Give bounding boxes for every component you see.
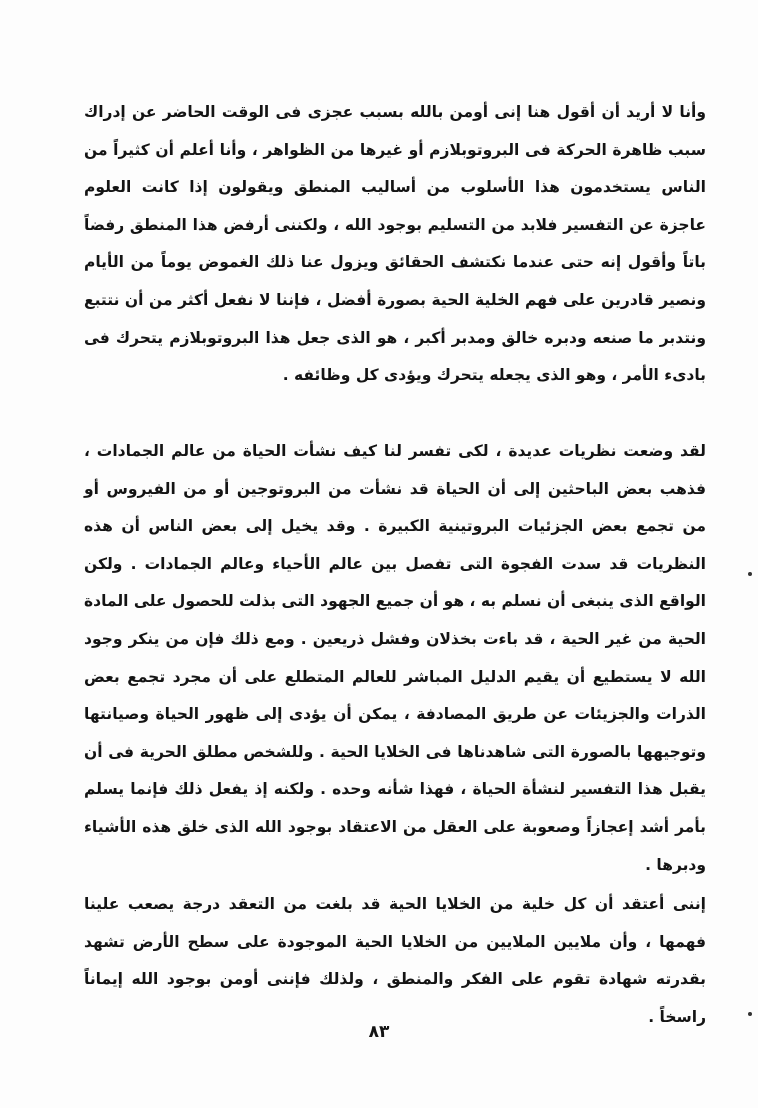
scan-speck [748,572,752,576]
scan-speck [748,1012,752,1016]
page-number: ٨٣ [368,1022,390,1042]
paragraph-3: إننى أعتقد أن كل خلية من الخلايا الحية قد بلغت من التعقد درجة يصعب علينا فهمها ، وأن ملايين الملايين من الخلايا الحية الموجودة على سطح الأرض تشهد بقدرته شهادة تقوم على الفكر والمنطق ، ولذلك فإننى أومن بوجود الله إيماناً راسخاً . [84,895,706,1026]
paragraph-2: لقد وضعت نظريات عديدة ، لكى تفسر لنا كيف نشأت الحياة من عالم الجمادات ، فذهب بعض الباحثين إلى أن الحياة قد نشأت من البروتوجين أو من الفيروس أو من تجمع بعض الجزئيات البروتينية الكبيرة . وقد يخيل إلى بعض الناس أن هذه النظريات قد سدت الفجوة التى تفصل بين عالم الأحياء وعالم الجمادات . ولكن الواقع الذى ينبغى أن نسلم به ، هو أن جميع الجهود التى بذلت للحصول على المادة الحية من غير الحية ، قد باءت بخذلان وفشل ذريعين . ومع ذلك فإن من ينكر وجود الله لا يستطيع أن يقيم الدليل المباشر للعالم المتطلع على أن مجرد تجمع بعض الذرات والجزيئات عن طريق المصادفة ، يمكن أن يؤدى إلى ظهور الحياة وصيانتها وتوجيهها بالصورة التى شاهدناها فى الخلايا الحية . وللشخص مطلق الحرية فى أن يقبل هذا التفسير لنشأة الحياة ، فهذا شأنه وحده . ولكنه إذ يفعل ذلك فإنما يسلم بأمر أشد إعجازاً وصعوبة على العقل من الاعتقاد بوجود الله الذى خلق هذه الأشياء ودبرها . [84,442,706,874]
paragraph-1: وأنا لا أريد أن أقول هنا إنى أومن بالله بسبب عجزى فى الوقت الحاضر عن إدراك سبب ظاهرة الحركة فى البروتوبلازم أو غيرها من الظواهر ، وأنا أعلم أن كثيراً من الناس يستخدمون هذا الأسلوب من أساليب المنطق ويقولون إذا كانت العلوم عاجزة عن التفسير فلابد من التسليم بوجود الله ، ولكننى أرفض هذا المنطق رفضاً باتاً وأقول إنه حتى عندما نكتشف الحقائق ويزول عنا ذلك الغموض يوماً من الأيام ونصير قادرين على فهم الخلية الحية بصورة أفضل ، فإننا لا نفعل أكثر من أن نتتبع ونتدبر ما صنعه ودبره خالق ومدبر أكبر ، هو الذى جعل هذا البروتوبلازم يتحرك فى بادىء الأمر ، وهو الذى يجعله يتحرك ويؤدى كل وظائفه . [84,103,706,385]
